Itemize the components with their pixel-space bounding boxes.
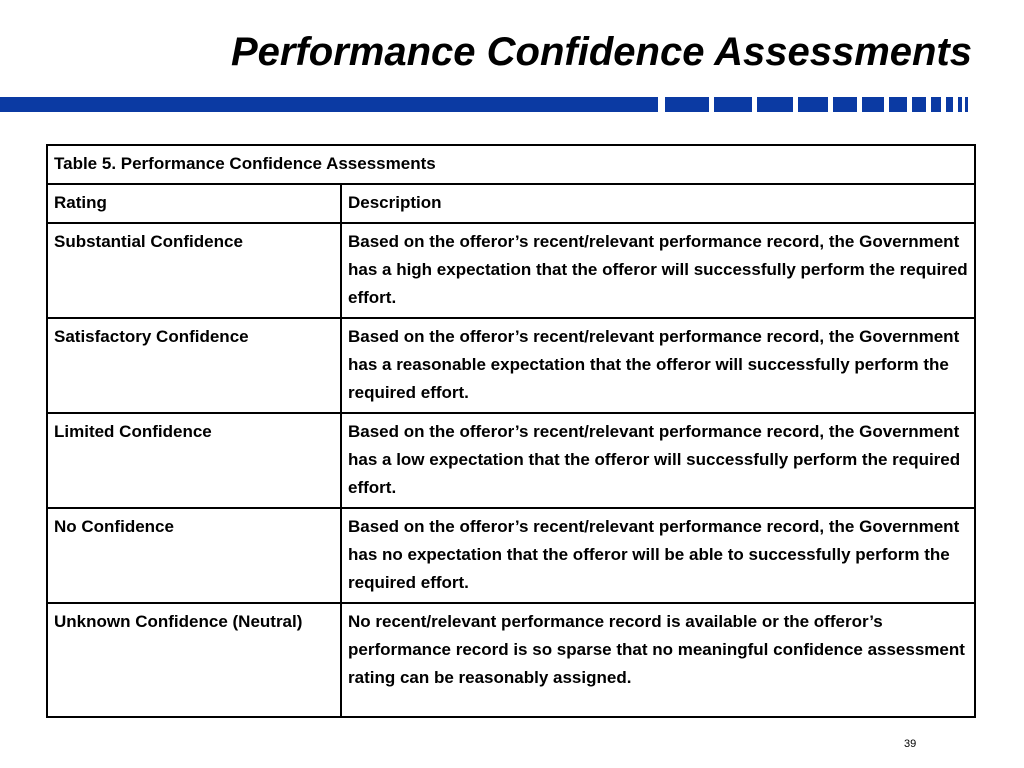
table-header-row [47,184,975,223]
title-rule-segment [912,97,926,112]
title-rule-segment [958,97,962,112]
rating-cell: Unknown Confidence (Neutral) [47,603,341,717]
table-row [47,508,975,603]
description-cell: Based on the offeror’s recent/relevant performance record, the Government has a reasonable expectation that the offeror will successfully perform the required effort. [341,318,975,413]
title-rule-segment [798,97,828,112]
title-rule-segment [965,97,968,112]
header-rating: Rating [47,184,341,223]
table-row [47,223,975,318]
table-row [47,413,975,508]
rating-cell: No Confidence [47,508,341,603]
page-number: 39 [904,738,917,750]
title-rule-segment [665,97,709,112]
table-caption-row [47,145,975,184]
rating-cell: Limited Confidence [47,413,341,508]
title-rule-segment [946,97,953,112]
description-cell: Based on the offeror’s recent/relevant performance record, the Government has no expectation that the offeror will be able to successfully perform the required effort. [341,508,975,603]
title-rule-segment [931,97,941,112]
table-row [47,603,975,717]
title-rule-segment [889,97,907,112]
title-rule-segment [862,97,884,112]
description-cell: No recent/relevant performance record is available or the offeror’s performance record is so sparse that no meaningful confidence assessment rating can be reasonably assigned. [341,603,975,717]
description-cell: Based on the offeror’s recent/relevant performance record, the Government has a low expectation that the offeror will successfully perform the required effort. [341,413,975,508]
description-cell: Based on the offeror’s recent/relevant performance record, the Government has a high expectation that the offeror will successfully perform the required effort. [341,223,975,318]
rating-cell: Substantial Confidence [47,223,341,318]
table-row [47,318,975,413]
table-caption: Table 5. Performance Confidence Assessments [47,145,975,184]
title-rule-segment [833,97,857,112]
header-description: Description [341,184,975,223]
rating-cell: Satisfactory Confidence [47,318,341,413]
slide-title: Performance Confidence Assessments [230,30,972,74]
title-rule-segment [757,97,793,112]
confidence-assessment-table [46,144,976,718]
title-rule-bar [0,97,658,112]
title-rule-segment [714,97,752,112]
